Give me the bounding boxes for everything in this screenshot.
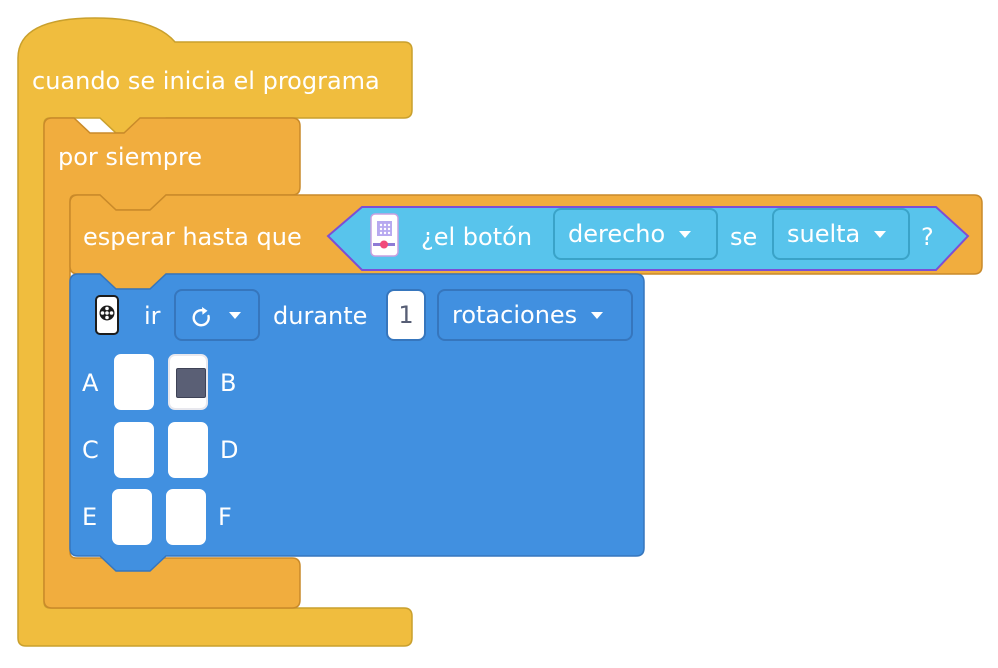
direction-dropdown[interactable] <box>174 289 260 341</box>
button-side-value: derecho <box>568 220 666 248</box>
rotate-clockwise-icon <box>189 305 215 331</box>
forever-block-label: por siempre <box>58 143 203 171</box>
port-label-f: F <box>218 503 232 531</box>
port-label-a: A <box>82 369 99 397</box>
chevron-down-icon <box>679 231 691 238</box>
amount-input[interactable]: 1 <box>386 289 426 341</box>
unit-value: rotaciones <box>452 301 578 329</box>
port-f-toggle[interactable] <box>166 489 206 545</box>
port-d-toggle[interactable] <box>168 422 208 478</box>
port-a-toggle[interactable] <box>114 354 154 410</box>
chevron-down-icon <box>229 312 241 319</box>
port-label-e: E <box>82 503 98 531</box>
condition-suffix-label: ? <box>921 223 934 251</box>
unit-dropdown[interactable] <box>437 289 633 341</box>
condition-middle-label: se <box>730 223 758 251</box>
wait-until-label: esperar hasta que <box>83 223 302 251</box>
port-e-toggle[interactable] <box>112 489 152 545</box>
motor-ir-label: ir <box>144 302 161 330</box>
motor-icon <box>96 296 118 334</box>
hat-block-label: cuando se inicia el programa <box>32 67 380 95</box>
button-state-value: suelta <box>787 220 861 248</box>
button-side-dropdown[interactable] <box>553 208 718 260</box>
chevron-down-icon <box>874 231 886 238</box>
port-b-toggle[interactable] <box>168 354 208 410</box>
hub-button-icon <box>371 214 398 256</box>
condition-prefix-label: ¿el botón <box>421 223 533 251</box>
port-b-selected-indicator <box>176 368 206 398</box>
chevron-down-icon <box>591 312 603 319</box>
port-c-toggle[interactable] <box>114 422 154 478</box>
motor-durante-label: durante <box>273 302 368 330</box>
port-label-d: D <box>220 436 239 464</box>
port-label-c: C <box>82 436 99 464</box>
port-label-b: B <box>220 369 237 397</box>
button-state-dropdown[interactable] <box>772 208 910 260</box>
